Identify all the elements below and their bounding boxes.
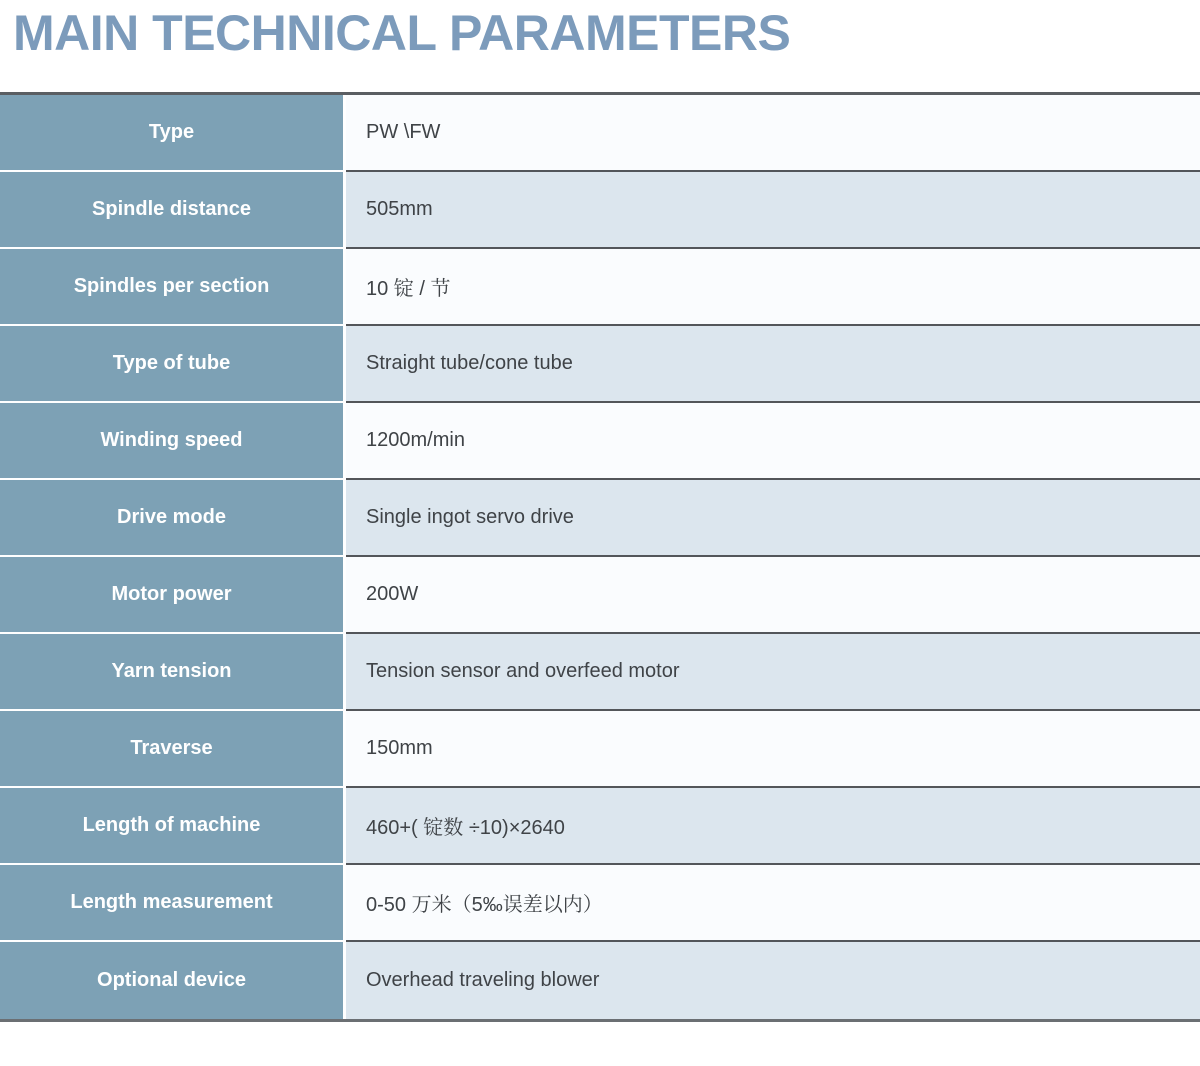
parameter-name-cell [0,942,346,1019]
parameter-value-text: 505mm [366,198,433,220]
parameter-name-label: Optional device [97,969,246,991]
parameter-value-text: 200W [366,583,419,605]
table-row [0,557,1200,634]
parameter-value-text: 150mm [366,737,433,759]
parameter-value-text: Single ingot servo drive [366,506,574,528]
parameter-value-text: Overhead traveling blower [366,969,600,991]
parameter-value-text: 460+( 锭数 ÷10)×2640 [366,817,565,839]
parameter-name-label: Winding speed [100,429,243,451]
table-row [0,942,1200,1019]
parameter-value-cell [346,942,1200,1019]
parameter-value-cell [346,865,1200,942]
parameter-name-label: Yarn tension [111,660,232,682]
parameter-value-text: 1200m/min [366,429,465,451]
parameter-value-text: PW \FW [366,121,441,143]
parameter-value-text: 0-50 万米（5‰误差以内） [366,894,603,916]
parameter-name-label: Spindles per section [73,275,270,297]
table-row [0,326,1200,403]
parameter-name-cell [0,557,346,634]
parameter-value-text: Straight tube/cone tube [366,352,573,374]
parameter-value-cell [346,326,1200,403]
parameter-name-label: Length measurement [70,891,273,913]
parameter-name-label: Traverse [130,737,213,759]
parameter-value-cell [346,403,1200,480]
parameter-name-label: Motor power [111,583,232,605]
table-row [0,634,1200,711]
parameter-name-cell [0,788,346,865]
parameter-name-cell [0,326,346,403]
parameter-value-text: 10 锭 / 节 [366,278,451,300]
table-row [0,865,1200,942]
parameter-value-cell [346,711,1200,788]
parameter-value-cell [346,172,1200,249]
parameter-name-cell [0,865,346,942]
page-title: MAIN TECHNICAL PARAMETERS [13,5,791,61]
parameter-value-text: Tension sensor and overfeed motor [366,660,680,682]
parameter-name-cell [0,711,346,788]
parameter-value-cell [346,249,1200,326]
table-row [0,480,1200,557]
parameter-value-cell [346,557,1200,634]
parameter-name-label: Type [148,121,195,143]
technical-parameters-table [0,92,1200,1022]
parameter-value-cell [346,95,1200,172]
table-row [0,95,1200,172]
parameter-value-cell [346,788,1200,865]
parameter-name-label: Drive mode [117,506,226,528]
parameter-name-cell [0,634,346,711]
table-row [0,711,1200,788]
parameter-value-cell [346,480,1200,557]
table-row [0,172,1200,249]
table-row [0,788,1200,865]
parameter-value-cell [346,634,1200,711]
parameter-name-label: Length of machine [82,814,261,836]
parameter-name-cell [0,172,346,249]
parameter-name-label: Type of tube [112,352,231,374]
table-row [0,403,1200,480]
parameter-name-cell [0,95,346,172]
parameter-name-label: Spindle distance [92,198,251,220]
parameter-name-cell [0,249,346,326]
parameter-name-cell [0,480,346,557]
table-row [0,249,1200,326]
parameter-name-cell [0,403,346,480]
